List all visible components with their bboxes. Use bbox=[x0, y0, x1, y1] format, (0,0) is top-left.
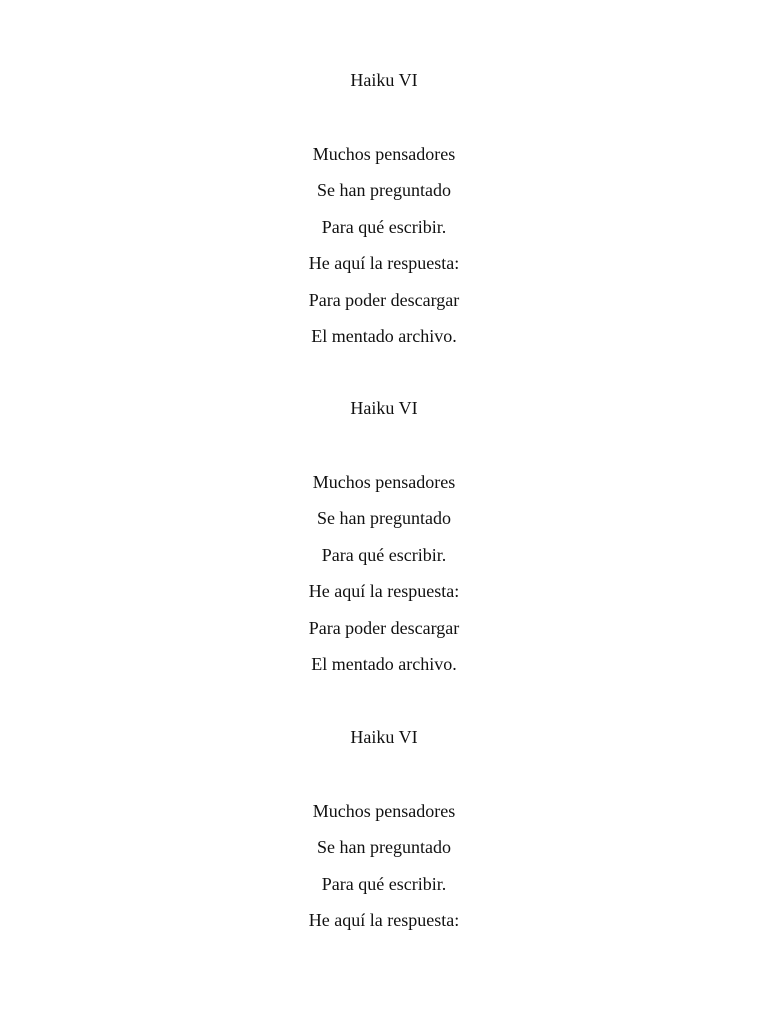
poem-line: Se han preguntado bbox=[317, 508, 451, 529]
poem-line: Muchos pensadores bbox=[312, 472, 456, 492]
poem-title: Haiku VI bbox=[350, 398, 418, 418]
poem-title: Haiku VI bbox=[350, 727, 418, 747]
poem-line: He aquí la respuesta: bbox=[308, 910, 460, 931]
poem-line: Se han preguntado bbox=[317, 180, 451, 201]
poem-line: Para poder descargar bbox=[308, 617, 460, 638]
poem-stanza bbox=[0, 725, 768, 945]
poem-line: He aquí la respuesta: bbox=[308, 581, 460, 602]
poem-title: Haiku VI bbox=[350, 70, 418, 90]
poem-line: Para qué escribir. bbox=[321, 216, 447, 237]
poem-line: Se han preguntado bbox=[317, 837, 451, 858]
poem-line: Para qué escribir. bbox=[321, 873, 447, 894]
poem-line: El mentado archivo. bbox=[311, 325, 457, 346]
poem-line: He aquí la respuesta: bbox=[308, 253, 460, 274]
poem-stanza bbox=[0, 396, 768, 688]
poem-line: El mentado archivo. bbox=[311, 653, 457, 674]
poem-line: Muchos pensadores bbox=[312, 144, 456, 164]
poem-stanza bbox=[0, 68, 768, 360]
poem-line: Para poder descargar bbox=[308, 289, 460, 310]
poem-line: Para qué escribir. bbox=[321, 544, 447, 565]
poem-line: Muchos pensadores bbox=[312, 801, 456, 821]
